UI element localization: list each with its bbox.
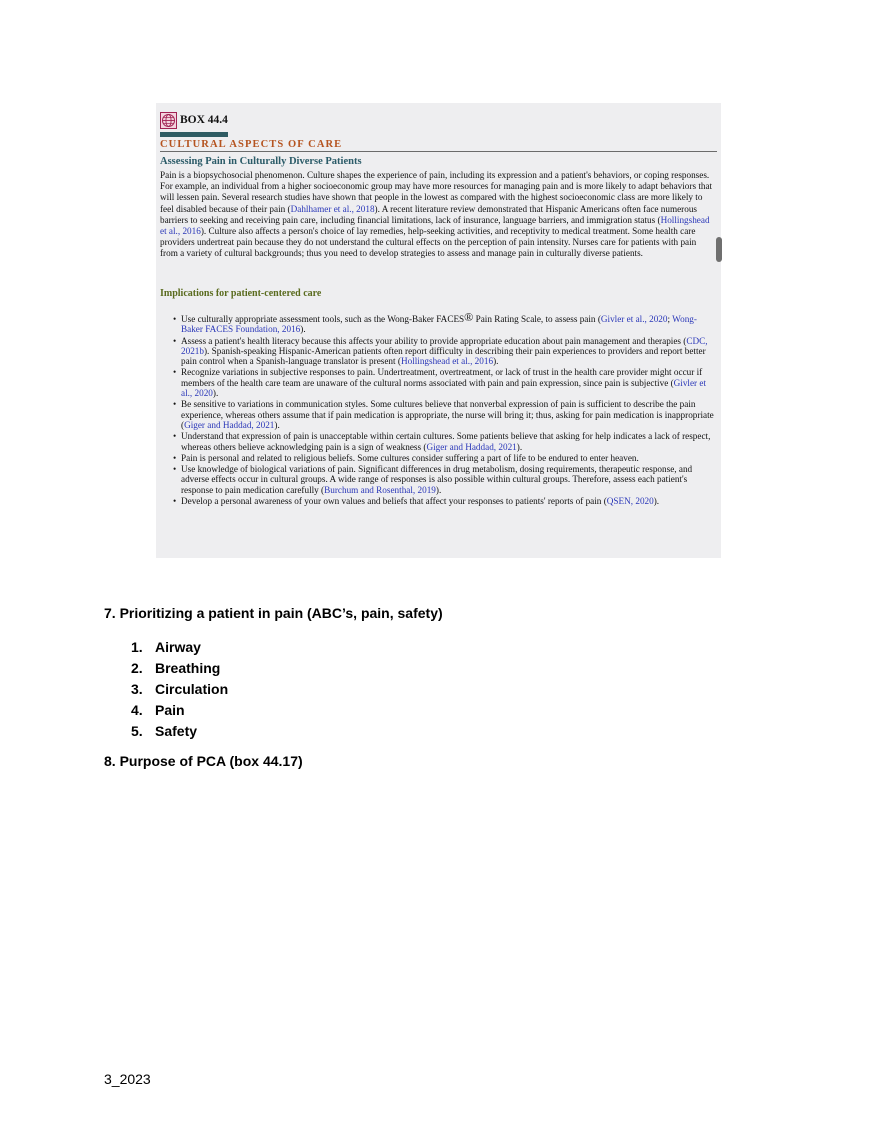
citation-link[interactable]: CDC, 2021b: [181, 335, 708, 356]
question-7-heading: 7. Prioritizing a patient in pain (ABC’s, pain, safety): [104, 605, 443, 621]
list-item: • Use knowledge of biological variations of pain. Significant differences in drug metabolism, dosing requirements, therapeutic response, and adverse effects occur in cultural groups. A wide range of responses is also possible within cultural groups. Therefore, assess each patient's response to pain medication carefully (Burchum and Rosenthal, 2019).: [173, 464, 718, 495]
list-item: 5. Safety: [131, 723, 198, 739]
box-category-title: CULTURAL ASPECTS OF CARE: [160, 139, 343, 150]
box-divider: [160, 151, 717, 152]
priority-list: [131, 638, 228, 743]
list-item: • Develop a personal awareness of your own values and beliefs that affect your responses to patients' reports of pain (QSEN, 2020).: [173, 496, 718, 506]
box-subtitle: Assessing Pain in Culturally Diverse Patients: [160, 156, 362, 167]
box-number: BOX 44.4: [180, 114, 228, 126]
list-item: • Understand that expression of pain is unacceptable within certain cultures. Some patients believe that asking for help indicates a lack of respect, whereas others believe acknowledging pain is a sign of weakness (Giger and Haddad, 2021).: [173, 431, 718, 452]
list-item: 4. Pain: [131, 702, 185, 718]
list-item: • Pain is personal and related to religious beliefs. Some cultures consider suffering a part of life to be endured to enter heaven.: [173, 453, 718, 463]
list-item: • Assess a patient's health literacy because this affects your ability to provide appropriate education about pain management and therapies (CDC, 2021b). Spanish-speaking Hispanic-American patients often report difficulty in describing their pain experiences to providers and report better pain control when a Spanish-language translator is present (Hollingshead et al., 2016).: [173, 336, 718, 367]
implications-list: [173, 312, 718, 507]
list-item: 2. Breathing: [131, 660, 221, 676]
citation-link[interactable]: Burchum and Rosenthal, 2019: [324, 484, 436, 495]
list-item: • Use culturally appropriate assessment tools, such as the Wong-Baker FACES® Pain Rating Scale, to assess pain (Givler et al., 2020; Wong-Baker FACES Foundation, 2016).: [173, 312, 718, 335]
list-item: • Recognize variations in subjective responses to pain. Undertreatment, overtreatment, or lack of trust in the health care provider might occur if members of the health care team are unaware of the cultural norms associated with pain and pain expression, since pain is subjective (Givler et al., 2020).: [173, 367, 718, 398]
citation-link[interactable]: Giger and Haddad, 2021: [426, 441, 517, 452]
page-footer: 3_2023: [104, 1071, 151, 1087]
box-accent-bar: [160, 132, 228, 137]
textbook-box-screenshot: [156, 103, 721, 558]
list-item: • Be sensitive to variations in communication styles. Some cultures believe that nonverbal expression of pain is sufficient to describe the pain experience, whereas others assume that if pain medication is appropriate, the nurse will bring it; thus, asking for pain medication is inappropriate (Giger and Haddad, 2021).: [173, 399, 718, 430]
citation-link[interactable]: Givler et al., 2020: [600, 314, 668, 324]
citation-link[interactable]: Hollingshead et al., 2016: [400, 356, 494, 367]
list-item: 3. Circulation: [131, 681, 229, 697]
citation-link[interactable]: Giger and Haddad, 2021: [184, 419, 275, 430]
citation-link[interactable]: Givler et al., 2020: [181, 377, 707, 399]
box-paragraph: Pain is a biopsychosocial phenomenon. Culture shapes the experience of pain, including its expression and a patient's behaviors, or coping responses. For example, an individual from a higher socioeconomic group may have more resources for managing pain and is more likely to adapt behaviors that will lessen pain. Several research studies have shown that people in the lowest as compared with the highest socioeconomic class are more likely to feel disabled because of their pain (Dahlhamer et al., 2018). A recent literature review demonstrated that Hispanic Americans often face numerous barriers to seeking and receiving pain care, including financial limitations, lack of insurance, language barriers, and immigration status (Hollingshead et al., 2016). Culture also affects a person's choice of lay remedies, help-seeking activities, and receptivity to medical treatment. Some health care providers undertreat pain because they do not understand the cultural effects on the perception of pain intensity. Nurses care for patients with pain from a variety of cultural backgrounds; thus you need to develop strategies to assess and manage pain in culturally diverse patients.: [160, 170, 713, 259]
question-8-heading: 8. Purpose of PCA (box 44.17): [104, 753, 303, 769]
citation-link[interactable]: Wong-Baker FACES Foundation, 2016: [181, 314, 697, 335]
box-header: [160, 110, 228, 130]
implications-title: Implications for patient-centered care: [160, 288, 322, 299]
globe-icon: [160, 112, 177, 129]
citation-link[interactable]: Dahlhamer et al., 2018: [290, 203, 375, 214]
citation-link[interactable]: Hollingshead et al., 2016: [160, 214, 710, 237]
list-item: 1. Airway: [131, 639, 201, 655]
scrollbar-thumb[interactable]: [716, 237, 722, 262]
citation-link[interactable]: QSEN, 2020: [606, 496, 654, 507]
